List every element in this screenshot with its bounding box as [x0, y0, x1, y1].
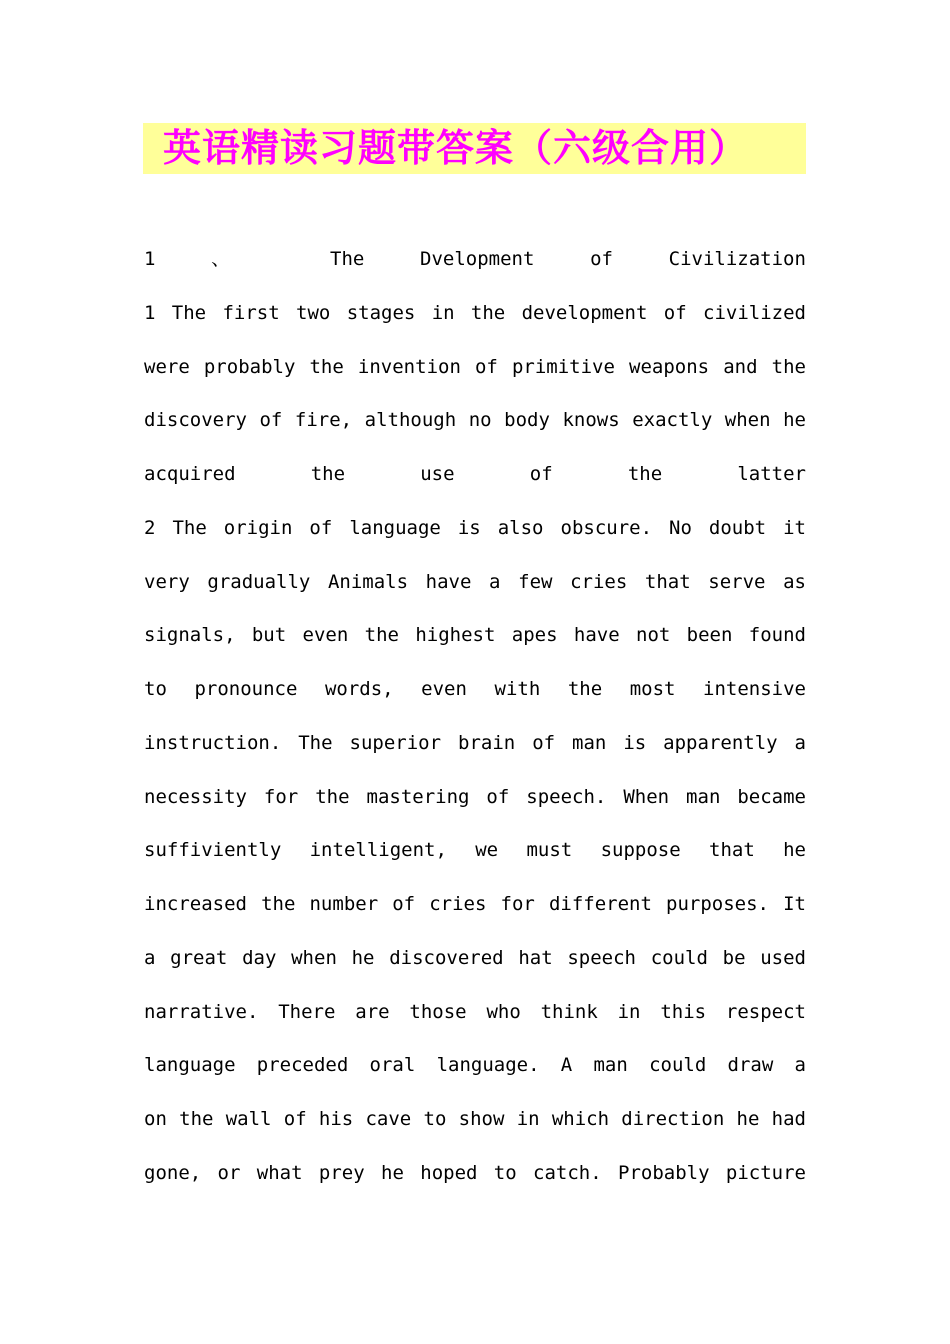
- text-line: narrative. There are those who think in this respect: [144, 1000, 806, 1023]
- text-line: necessity for the mastering of speech. When man became: [144, 785, 806, 808]
- paragraph-lines: [144, 287, 806, 1201]
- text-line: gone, or what prey he hoped to catch. Probably picture: [144, 1161, 806, 1184]
- heading-number: 1: [144, 248, 156, 270]
- heading-word: The: [330, 248, 365, 270]
- heading-word: of: [590, 248, 613, 270]
- text-line: on the wall of his cave to show in which direction he had: [144, 1108, 806, 1130]
- text-line: increased the number of cries for different purposes. It: [144, 893, 806, 915]
- section-heading: [144, 233, 806, 287]
- text-line: to pronounce words, even with the most intensive: [144, 678, 806, 700]
- body-text: [144, 233, 806, 1201]
- text-line: instruction. The superior brain of man is apparently a: [144, 731, 806, 754]
- text-line: 1 The first two stages in the development of civilized: [144, 301, 806, 324]
- text-line: suffiviently intelligent, we must suppose that he: [144, 839, 806, 862]
- heading-word: Civilization: [668, 248, 806, 270]
- text-line: language preceded oral language. A man could draw a: [144, 1054, 806, 1077]
- text-line: acquired the use of the latter: [144, 463, 806, 485]
- text-line: a great day when he discovered hat speech could be used: [144, 946, 806, 969]
- title-highlight: [143, 123, 806, 174]
- heading-word: Dvelopment: [420, 248, 535, 270]
- text-line: signals, but even the highest apes have not been found: [144, 624, 806, 647]
- text-line: were probably the invention of primitive weapons and the: [144, 355, 806, 378]
- text-line: discovery of fire, although no body knows exactly when he: [144, 409, 806, 432]
- text-line: very gradually Animals have a few cries that serve as: [144, 570, 806, 593]
- heading-mark: 、: [211, 248, 275, 270]
- document-title: 英语精读习题带答案（六级合用）: [163, 125, 749, 170]
- text-line: 2 The origin of language is also obscure. No doubt it: [144, 516, 806, 539]
